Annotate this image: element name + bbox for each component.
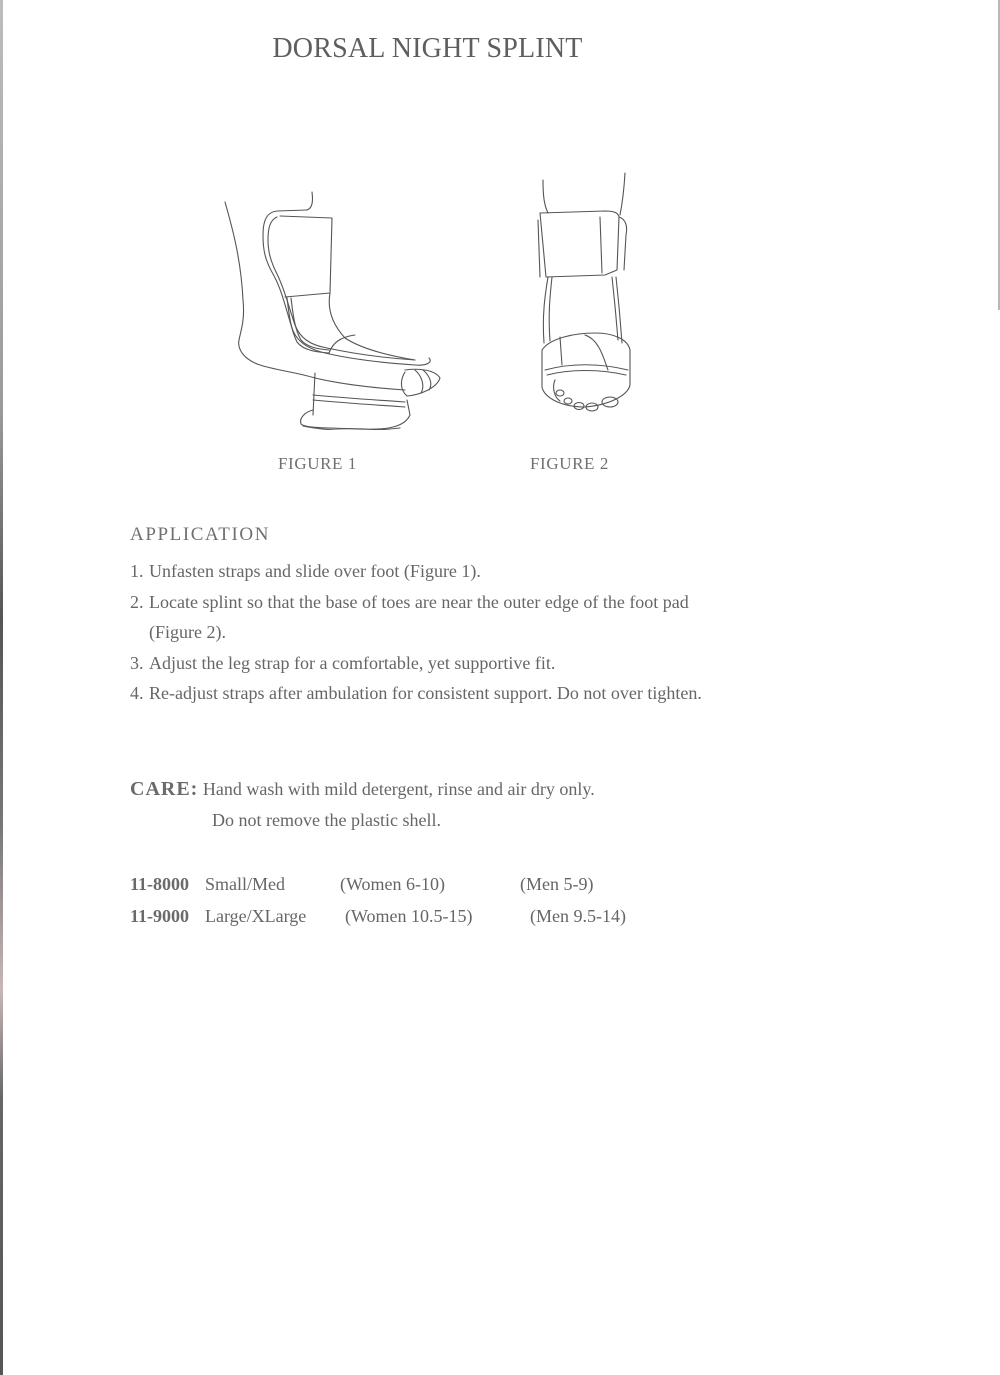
size-chart bbox=[130, 868, 690, 932]
step-number: 3. bbox=[130, 652, 144, 673]
step-number: 1. bbox=[130, 561, 144, 581]
step-text: Adjust the leg strap for a comfortable, yet supportive fit. bbox=[149, 652, 556, 673]
step-number: 2. bbox=[130, 591, 144, 612]
figure-2-illustration bbox=[530, 165, 640, 420]
application-heading: APPLICATION bbox=[130, 524, 271, 545]
step-number: 4. bbox=[130, 683, 144, 703]
figure-2-caption: FIGURE 2 bbox=[530, 454, 609, 473]
figure-1-illustration bbox=[215, 190, 445, 430]
size-name: Small/Med bbox=[205, 874, 285, 894]
care-label: CARE: bbox=[130, 778, 199, 800]
size-men-range: (Men 5-9) bbox=[520, 874, 594, 894]
application-step bbox=[130, 678, 710, 709]
size-code: 11-8000 bbox=[130, 874, 190, 894]
figure-1-caption: FIGURE 1 bbox=[278, 454, 357, 473]
size-women-range: (Women 6-10) bbox=[340, 874, 446, 894]
application-step bbox=[130, 648, 710, 679]
document-title: DORSAL NIGHT SPLINT bbox=[272, 33, 583, 64]
size-name: Large/XLarge bbox=[205, 906, 307, 926]
scan-page-edge-left bbox=[0, 0, 3, 1375]
size-men-range: (Men 9.5-14) bbox=[530, 906, 626, 926]
care-section bbox=[130, 774, 595, 836]
step-text: Re-adjust straps after ambulation for consistent support. Do not over tighten. bbox=[149, 683, 702, 703]
step-text: Unfasten straps and slide over foot (Figure 1). bbox=[149, 561, 481, 581]
application-steps-list bbox=[130, 556, 710, 709]
size-code: 11-9000 bbox=[130, 906, 190, 926]
care-line-1 bbox=[130, 774, 595, 805]
care-text-1: Hand wash with mild detergent, rinse and air dry only. bbox=[202, 779, 595, 799]
size-row bbox=[130, 868, 690, 900]
step-text: Locate splint so that the base of toes are near the outer edge of the foot pad (Figure 2). bbox=[149, 591, 689, 642]
size-row bbox=[130, 900, 690, 932]
size-women-range: (Women 10.5-15) bbox=[345, 906, 473, 926]
application-step bbox=[130, 556, 710, 587]
application-step bbox=[130, 587, 710, 648]
care-text-2: Do not remove the plastic shell. bbox=[212, 810, 441, 830]
